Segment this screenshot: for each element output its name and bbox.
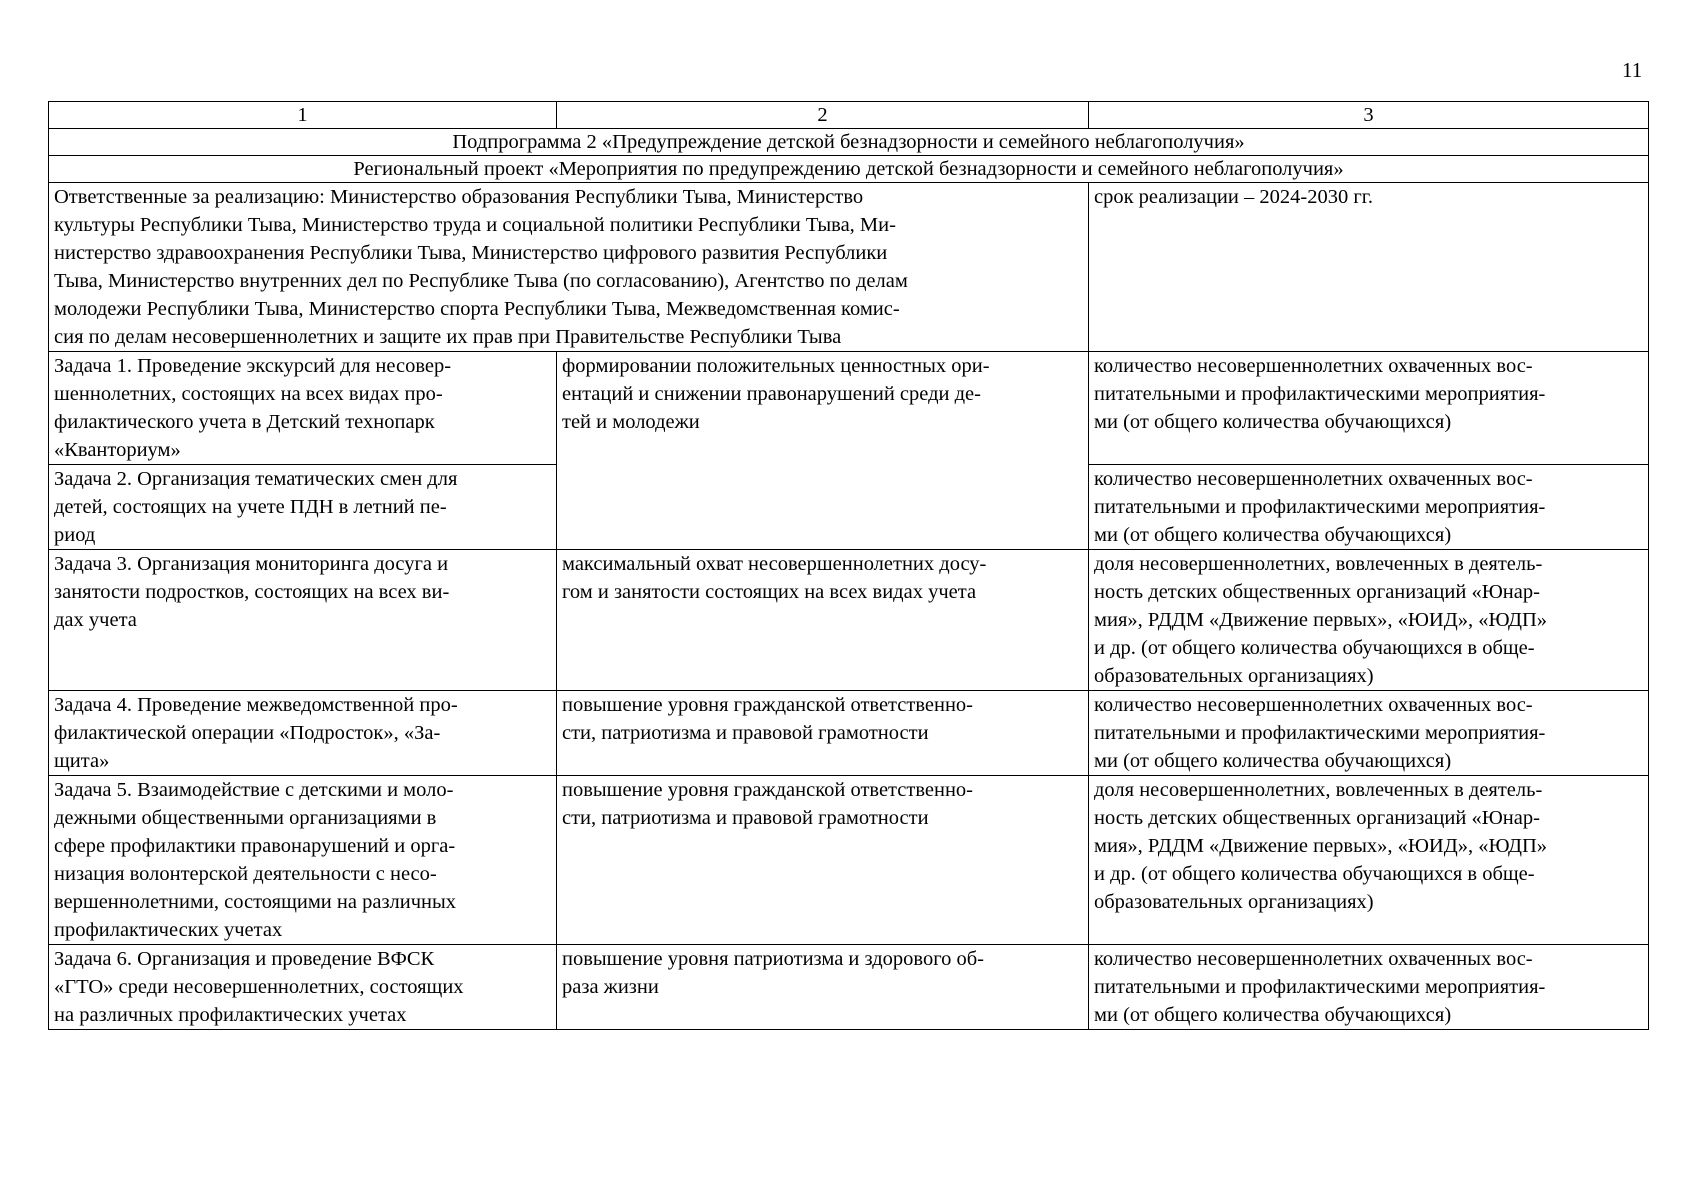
result-cell — [557, 776, 1089, 945]
text-line: филактической операции «Подросток», «За- — [54, 722, 441, 744]
indicator-cell — [1089, 691, 1649, 776]
text-line: вершеннолетними, состоящими на различных — [54, 891, 457, 913]
text-line: Задача 3. Организация мониторинга досуга и — [54, 553, 449, 575]
result-cell — [557, 550, 1089, 691]
indicator-cell — [1089, 352, 1649, 465]
term-text: срок реализации – 2024-2030 гг. — [1094, 186, 1373, 208]
text-line: количество несовершеннолетних охваченных вос- — [1094, 948, 1533, 970]
text-line: Тыва, Министерство внутренних дел по Республике Тыва (по согласованию), Агентство по делам — [54, 270, 908, 292]
text-line: тей и молодежи — [562, 411, 700, 433]
project-row — [49, 156, 1649, 183]
result-cell — [557, 691, 1089, 776]
text-line: сия по делам несовершеннолетних и защите их прав при Правительстве Республики Тыва — [54, 326, 842, 348]
text-line: детей, состоящих на учете ПДН в летний пе- — [54, 496, 447, 518]
text-line: дежными общественными организациями в — [54, 807, 437, 829]
project-title: Региональный проект «Мероприятия по предупреждению детской безнадзорности и семейного неблагополучия» — [49, 156, 1649, 183]
task-cell — [49, 691, 557, 776]
text-line: раза жизни — [562, 976, 659, 998]
text-line: доля несовершеннолетних, вовлеченных в деятель- — [1094, 779, 1543, 801]
text-line: образовательных организациях) — [1094, 891, 1374, 913]
text-line: молодежи Республики Тыва, Министерство спорта Республики Тыва, Межведомственная комис- — [54, 298, 900, 320]
text-line: филактического учета в Детский технопарк — [54, 411, 435, 433]
responsible-cell — [49, 183, 1089, 352]
text-line: ми (от общего количества обучающихся) — [1094, 1004, 1452, 1026]
text-line: «Кванториум» — [54, 439, 181, 461]
task-row — [49, 776, 1649, 945]
text-line: шеннолетних, состоящих на всех видах про- — [54, 383, 443, 405]
indicator-cell — [1089, 550, 1649, 691]
text-line: гом и занятости состоящих на всех видах учета — [562, 581, 977, 603]
text-line: дах учета — [54, 609, 137, 631]
page-number: 11 — [1622, 58, 1643, 82]
text-line: повышение уровня гражданской ответственно- — [562, 779, 974, 801]
text-line: сти, патриотизма и правовой грамотности — [562, 722, 929, 744]
text-line: Задача 2. Организация тематических смен для — [54, 468, 458, 490]
task-cell — [49, 945, 557, 1030]
text-line: формировании положительных ценностных ори- — [562, 355, 990, 377]
text-line: на различных профилактических учетах — [54, 1004, 407, 1026]
text-line: ность детских общественных организаций «Юнар- — [1094, 581, 1540, 603]
task-cell — [49, 550, 557, 691]
program-table — [48, 101, 1649, 1030]
text-line: мия», РДДМ «Движение первых», «ЮИД», «ЮДП» — [1094, 835, 1548, 857]
text-line: Ответственные за реализацию: Министерство образования Республики Тыва, Министерство — [54, 186, 864, 208]
text-line: культуры Республики Тыва, Министерство труда и социальной политики Республики Тыва, Ми- — [54, 214, 896, 236]
text-line: щита» — [54, 750, 110, 772]
text-line: доля несовершеннолетних, вовлеченных в деятель- — [1094, 553, 1543, 575]
text-line: мия», РДДМ «Движение первых», «ЮИД», «ЮДП» — [1094, 609, 1548, 631]
text-line: максимальный охват несовершеннолетних досу- — [562, 553, 987, 575]
text-line: и др. (от общего количества обучающихся в обще- — [1094, 637, 1535, 659]
task-cell — [49, 776, 557, 945]
text-line: повышение уровня патриотизма и здорового об- — [562, 948, 984, 970]
column-header-3: 3 — [1089, 102, 1649, 129]
text-line: количество несовершеннолетних охваченных вос- — [1094, 468, 1533, 490]
column-number-row — [49, 102, 1649, 129]
text-line: количество несовершеннолетних охваченных вос- — [1094, 694, 1533, 716]
task-row — [49, 691, 1649, 776]
text-line: повышение уровня гражданской ответственно- — [562, 694, 974, 716]
indicator-cell — [1089, 776, 1649, 945]
task-row — [49, 550, 1649, 691]
responsible-row — [49, 183, 1649, 352]
text-line: ми (от общего количества обучающихся) — [1094, 411, 1452, 433]
column-header-1: 1 — [49, 102, 557, 129]
text-line: Задача 4. Проведение межведомственной про- — [54, 694, 458, 716]
text-line: образовательных организациях) — [1094, 665, 1374, 687]
text-line: Задача 1. Проведение экскурсий для несовер- — [54, 355, 452, 377]
task-row — [49, 945, 1649, 1030]
text-line: питательными и профилактическими мероприятия- — [1094, 383, 1546, 405]
task-cell — [49, 352, 557, 465]
result-cell — [557, 352, 1089, 550]
subprogram-row — [49, 129, 1649, 156]
term-cell — [1089, 183, 1649, 352]
text-line: ность детских общественных организаций «Юнар- — [1094, 807, 1540, 829]
text-line: питательными и профилактическими мероприятия- — [1094, 976, 1546, 998]
text-line: питательными и профилактическими мероприятия- — [1094, 722, 1546, 744]
text-line: ми (от общего количества обучающихся) — [1094, 524, 1452, 546]
text-line: Задача 5. Взаимодействие с детскими и моло- — [54, 779, 454, 801]
task-row — [49, 352, 1649, 465]
result-cell — [557, 945, 1089, 1030]
text-line: сфере профилактики правонарушений и орга- — [54, 835, 456, 857]
text-line: и др. (от общего количества обучающихся в обще- — [1094, 863, 1535, 885]
text-line: «ГТО» среди несовершеннолетних, состоящих — [54, 976, 464, 998]
text-line: низация волонтерской деятельности с несо- — [54, 863, 437, 885]
text-line: нистерство здравоохранения Республики Тыва, Министерство цифрового развития Республики — [54, 242, 888, 264]
text-line: питательными и профилактическими мероприятия- — [1094, 496, 1546, 518]
text-line: ентаций и снижении правонарушений среди де- — [562, 383, 981, 405]
text-line: Задача 6. Организация и проведение ВФСК — [54, 948, 435, 970]
text-line: количество несовершеннолетних охваченных вос- — [1094, 355, 1533, 377]
text-line: ми (от общего количества обучающихся) — [1094, 750, 1452, 772]
task-cell — [49, 465, 557, 550]
text-line: профилактических учетах — [54, 919, 283, 941]
indicator-cell — [1089, 465, 1649, 550]
column-header-2: 2 — [557, 102, 1089, 129]
text-line: занятости подростков, состоящих на всех ви- — [54, 581, 450, 603]
subprogram-title: Подпрограмма 2 «Предупреждение детской безнадзорности и семейного неблагополучия» — [49, 129, 1649, 156]
indicator-cell — [1089, 945, 1649, 1030]
text-line: риод — [54, 524, 96, 546]
text-line: сти, патриотизма и правовой грамотности — [562, 807, 929, 829]
